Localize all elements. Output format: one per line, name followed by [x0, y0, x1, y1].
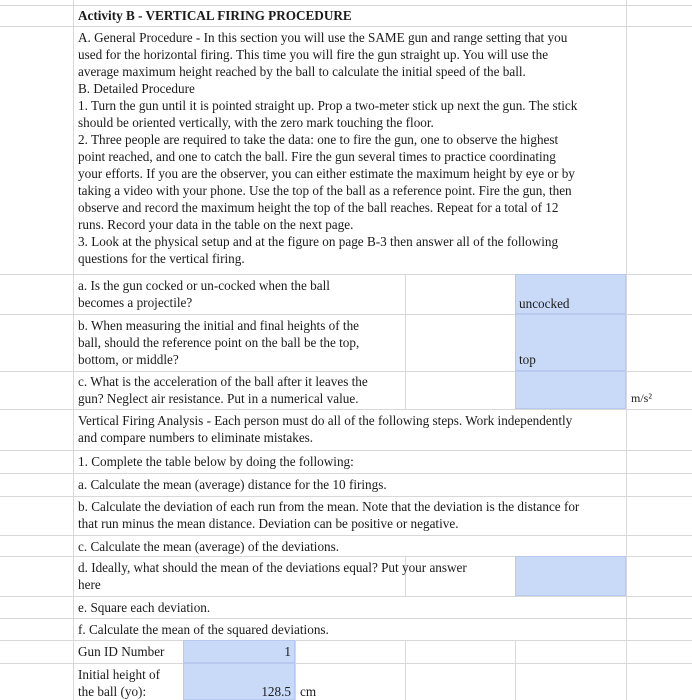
answer-b-value: top: [519, 352, 536, 367]
step-f: f. Calculate the mean of the squared deviations.: [78, 622, 329, 637]
text-line: 1. Turn the gun until it is pointed straight up. Prop a two-meter stick up next the gun. The stick: [78, 98, 578, 113]
step-e: e. Square each deviation.: [78, 600, 211, 615]
grid-line: [0, 618, 692, 619]
question-line: becomes a projectile?: [78, 295, 193, 310]
grid-line: [0, 26, 692, 27]
step-b: [74, 498, 626, 532]
question-line: c. What is the acceleration of the ball after it leaves the: [78, 374, 368, 389]
text-line: that run minus the mean distance. Deviation can be positive or negative.: [78, 516, 459, 531]
text-line: runs. Record your data in the table on the next page.: [78, 217, 354, 232]
question-a: [74, 277, 404, 311]
grid-line: [0, 640, 692, 641]
procedure-text: [74, 29, 626, 267]
grid-line: [405, 274, 406, 409]
text-line: point reached, and one to catch the ball. Fire the gun several times to practice coordinating: [78, 149, 556, 164]
grid-line: [626, 0, 627, 700]
text-line: used for the horizontal firing. This time you will fire the gun straight up. You will use the: [78, 47, 549, 62]
text-line: average maximum height reached by the ball to calculate the initial speed of the ball.: [78, 64, 526, 79]
answer-d-cell[interactable]: [515, 556, 626, 596]
text-line: B. Detailed Procedure: [78, 81, 195, 96]
answer-a-value: uncocked: [519, 296, 570, 311]
question-line: bottom, or middle?: [78, 352, 179, 367]
question-line: ball, should the reference point on the ball be the top,: [78, 335, 360, 350]
text-line: b. Calculate the deviation of each run from the mean. Note that the deviation is the distance for: [78, 499, 580, 514]
question-c: [74, 373, 404, 407]
grid-line: [0, 596, 692, 597]
initial-height-label: [74, 666, 182, 700]
text-line: should be oriented vertically, with the zero mark touching the floor.: [78, 115, 434, 130]
question-b: [74, 317, 404, 368]
text-line: and compare numbers to eliminate mistakes.: [78, 430, 314, 445]
answer-c-cell[interactable]: [515, 371, 626, 409]
question-line: b. When measuring the initial and final heights of the: [78, 318, 360, 333]
gun-id-value: 1: [284, 644, 291, 659]
grid-line: [0, 5, 692, 6]
grid-line: [405, 640, 406, 700]
initial-height-unit: cm: [300, 684, 317, 699]
question-line: gun? Neglect air resistance. Put in a numerical value.: [78, 391, 359, 406]
step-d: [74, 559, 514, 593]
text-line: Initial height of: [78, 667, 161, 682]
grid-line: [0, 409, 692, 410]
question-line: a. Is the gun cocked or un-cocked when the ball: [78, 278, 330, 293]
text-line: 2. Three people are required to take the data: one to fire the gun, one to observe the highest: [78, 132, 559, 147]
text-line: here: [78, 577, 101, 592]
step-c: c. Calculate the mean (average) of the deviations.: [78, 539, 340, 554]
grid-line: [0, 663, 692, 664]
text-line: taking a video with your phone. Use the top of the ball as a reference point. Fire the gun, then: [78, 183, 572, 198]
grid-line: [0, 450, 692, 451]
text-line: Vertical Firing Analysis - Each person must do all of the following steps. Work independently: [78, 413, 573, 428]
step-1: 1. Complete the table below by doing the following:: [78, 454, 354, 469]
grid-line: [0, 473, 692, 474]
text-line: observe and record the maximum height the top of the ball reaches. Repeat for a total of 12: [78, 200, 559, 215]
acceleration-unit: m/s²: [631, 391, 652, 405]
text-line: A. General Procedure - In this section you will use the SAME gun and range setting that you: [78, 30, 568, 45]
grid-line: [0, 496, 692, 497]
activity-title: Activity B - VERTICAL FIRING PROCEDURE: [78, 8, 352, 23]
text-line: the ball (yo):: [78, 684, 147, 699]
grid-line: [515, 640, 516, 700]
gun-id-label: Gun ID Number: [78, 644, 165, 659]
text-line: 3. Look at the physical setup and at the figure on page B-3 then answer all of the following: [78, 234, 559, 249]
text-line: questions for the vertical firing.: [78, 251, 245, 266]
text-line: your efforts. If you are the observer, you can either estimate the maximum height by eye or by: [78, 166, 575, 181]
grid-line: [0, 535, 692, 536]
step-a: a. Calculate the mean (average) distance for the 10 firings.: [78, 477, 387, 492]
text-line: d. Ideally, what should the mean of the deviations equal? Put your answer: [78, 560, 467, 575]
analysis-intro: [74, 412, 626, 446]
initial-height-value: 128.5: [261, 684, 291, 699]
